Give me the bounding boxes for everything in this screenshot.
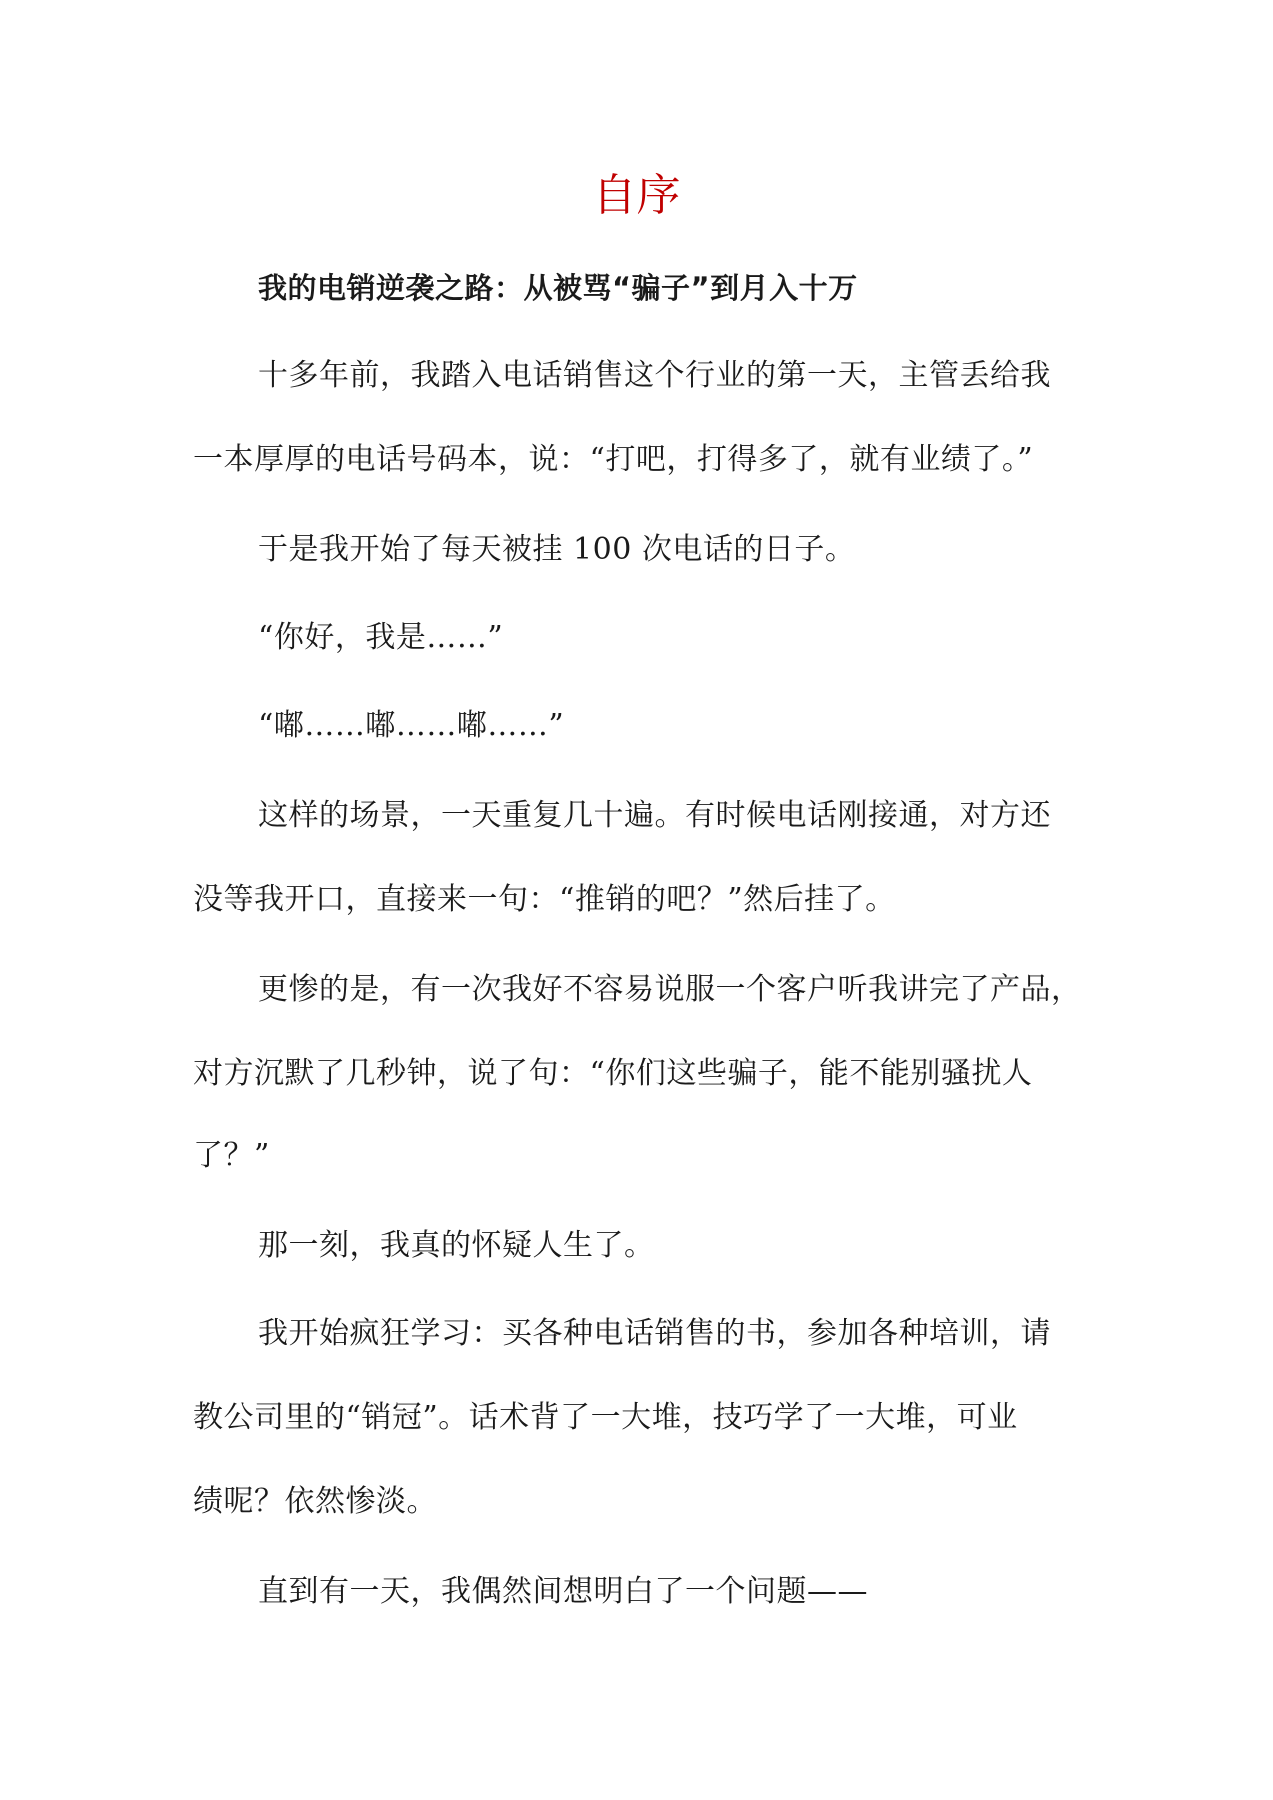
paragraph-line: 绩呢？依然惨淡。 bbox=[193, 1484, 437, 1519]
section-subtitle: 我的电销逆袭之路：从被骂“骗子”到月入十万 bbox=[258, 271, 858, 305]
paragraph-line: 直到有一天，我偶然间想明白了一个问题—— bbox=[258, 1574, 868, 1609]
paragraph-line: 更惨的是，有一次我好不容易说服一个客户听我讲完了产品， bbox=[258, 972, 1082, 1007]
paragraph-line: 这样的场景，一天重复几十遍。有时候电话刚接通，对方还 bbox=[258, 798, 1051, 833]
paragraph-line: “你好，我是……” bbox=[258, 620, 504, 655]
paragraph-line: 对方沉默了几秒钟，说了句：“你们这些骗子，能不能别骚扰人 bbox=[193, 1056, 1033, 1091]
paragraph-line: 那一刻，我真的怀疑人生了。 bbox=[258, 1228, 655, 1263]
page-title: 自序 bbox=[592, 170, 681, 221]
paragraph-line: 十多年前，我踏入电话销售这个行业的第一天，主管丢给我 bbox=[258, 358, 1051, 393]
paragraph-line: 于是我开始了每天被挂 100 次电话的日子。 bbox=[258, 532, 856, 567]
paragraph-line: 没等我开口，直接来一句：“推销的吧？”然后挂了。 bbox=[193, 882, 896, 917]
paragraph-line: “嘟……嘟……嘟……” bbox=[258, 708, 565, 743]
paragraph-line: 我开始疯狂学习：买各种电话销售的书，参加各种培训，请 bbox=[258, 1316, 1051, 1351]
paragraph-line: 教公司里的“销冠”。话术背了一大堆，技巧学了一大堆，可业 bbox=[193, 1400, 1018, 1435]
paragraph-line: 一本厚厚的电话号码本，说：“打吧，打得多了，就有业绩了。” bbox=[193, 442, 1034, 477]
paragraph-line: 了？” bbox=[193, 1138, 270, 1173]
